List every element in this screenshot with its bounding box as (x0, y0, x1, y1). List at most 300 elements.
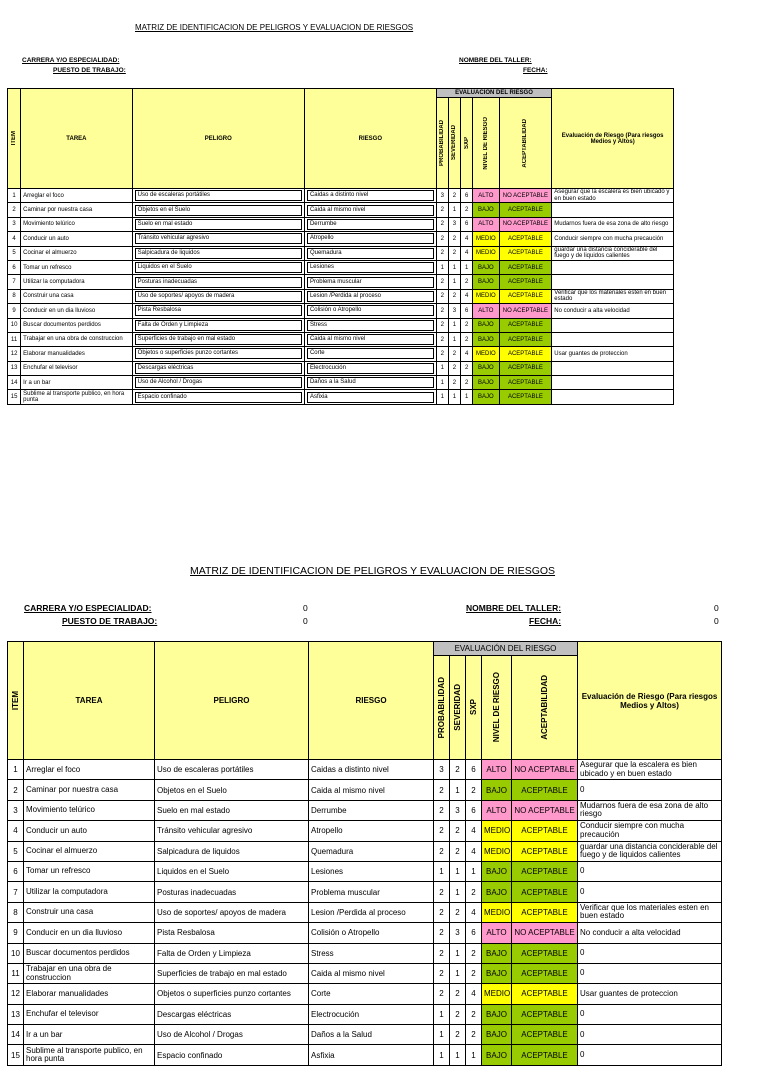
col-peligro-header-2: PELIGRO (155, 642, 309, 760)
cell-tarea: Movimiento telúrico (24, 800, 155, 820)
cell-probabilidad: 2 (436, 289, 448, 303)
cell-nivel: MEDIO (482, 902, 512, 922)
taller-value: 0 (714, 603, 719, 613)
cell-severidad: 2 (450, 1025, 466, 1045)
cell-peligro: Uso de soportes/ apoyos de madera (132, 289, 304, 303)
cell-riesgo: Derrumbe (304, 217, 436, 231)
cell-item: 14 (8, 376, 21, 390)
cell-peligro: Falta de Orden y Limpieza (155, 943, 309, 963)
cell-item: 13 (8, 361, 21, 375)
fecha-value: 0 (714, 616, 719, 626)
table-row (8, 347, 674, 361)
cell-severidad: 1 (450, 1045, 466, 1065)
cell-tarea: Ir a un bar (21, 376, 132, 390)
cell-tarea: Caminar por nuestra casa (24, 780, 155, 800)
cell-severidad: 3 (448, 217, 460, 231)
cell-tarea: Utilizar la computadora (24, 882, 155, 902)
cell-sxp: 4 (461, 246, 473, 260)
col-eval-riesgo-header-2: Evaluación de Riesgo (Para riesgos Medios y Altos) (578, 642, 722, 760)
cell-item: 8 (8, 902, 24, 922)
cell-eval-riesgo: 0 (578, 1025, 722, 1045)
cell-severidad: 1 (448, 390, 460, 404)
cell-item: 7 (8, 882, 24, 902)
cell-severidad: 2 (450, 760, 466, 780)
cell-item: 2 (8, 780, 24, 800)
cell-item: 1 (8, 760, 24, 780)
cell-probabilidad: 2 (434, 821, 450, 841)
cell-tarea: Conducir un auto (24, 821, 155, 841)
puesto-value: 0 (303, 616, 308, 626)
cell-aceptabilidad: ACEPTABLE (512, 1025, 578, 1045)
cell-nivel: BAJO (482, 1025, 512, 1045)
cell-aceptabilidad: ACEPTABLE (499, 361, 552, 375)
cell-tarea: Buscar documentos perdidos (24, 943, 155, 963)
cell-tarea: Enchufar el televisor (21, 361, 132, 375)
cell-aceptabilidad: ACEPTABLE (499, 260, 552, 274)
cell-aceptabilidad: ACEPTABLE (512, 1045, 578, 1065)
cell-riesgo: Asfixia (304, 390, 436, 404)
cell-severidad: 2 (448, 347, 460, 361)
cell-sxp: 2 (466, 963, 482, 983)
col-probabilidad-header-2: PROBABILIDAD (434, 656, 450, 760)
cell-eval-riesgo: Mudarnos fuera de esa zona de alto riesgo (578, 800, 722, 820)
cell-item: 14 (8, 1025, 24, 1045)
cell-severidad: 2 (450, 841, 466, 861)
cell-peligro: Objetos en el Suelo (155, 780, 309, 800)
cell-peligro: Objetos en el Suelo (132, 203, 304, 217)
cell-tarea: Tomar un refresco (24, 861, 155, 881)
cell-probabilidad: 2 (436, 304, 448, 318)
cell-aceptabilidad: ACEPTABLE (512, 821, 578, 841)
cell-eval-riesgo: guardar una distancia conciderable del fuego y de liquidos calientes (578, 841, 722, 861)
cell-riesgo: Caida al mismo nivel (304, 203, 436, 217)
cell-aceptabilidad: ACEPTABLE (499, 390, 552, 404)
table-row (8, 1004, 722, 1024)
cell-eval-riesgo (552, 203, 674, 217)
cell-nivel: BAJO (482, 861, 512, 881)
cell-severidad: 2 (448, 376, 460, 390)
cell-sxp: 4 (466, 841, 482, 861)
col-item-header-2: ITEM (8, 642, 24, 760)
cell-aceptabilidad: ACEPTABLE (512, 902, 578, 922)
cell-tarea: Enchufar el televisor (24, 1004, 155, 1024)
table-row (8, 203, 674, 217)
cell-riesgo: Stress (309, 943, 434, 963)
cell-riesgo: Daños a la Salud (304, 376, 436, 390)
cell-severidad: 1 (448, 275, 460, 289)
col-tarea-header-2: TAREA (24, 642, 155, 760)
cell-aceptabilidad: ACEPTABLE (512, 943, 578, 963)
cell-riesgo: Electrocución (309, 1004, 434, 1024)
cell-peligro: Suelo en mal estado (132, 217, 304, 231)
col-nivel-header: NIVEL DE RIESGO (473, 98, 499, 189)
cell-eval-riesgo: 0 (578, 963, 722, 983)
cell-riesgo: Caidas a distinto nivel (304, 189, 436, 203)
cell-severidad: 3 (450, 800, 466, 820)
cell-severidad: 1 (448, 260, 460, 274)
col-riesgo-header: RIESGO (304, 89, 436, 189)
col-probabilidad-header: PROBABILIDAD (436, 98, 448, 189)
cell-eval-riesgo: 0 (578, 1004, 722, 1024)
table-row (8, 376, 674, 390)
col-tarea-header: TAREA (21, 89, 132, 189)
cell-nivel: MEDIO (473, 289, 499, 303)
cell-eval-riesgo: Asegurar que la escalera es bien ubicado y en buen estado (578, 760, 722, 780)
cell-severidad: 1 (448, 318, 460, 332)
cell-riesgo: Caida al mismo nivel (309, 963, 434, 983)
cell-item: 5 (8, 841, 24, 861)
cell-riesgo: Caida al mismo nivel (309, 780, 434, 800)
cell-probabilidad: 1 (434, 861, 450, 881)
col-peligro-header: PELIGRO (132, 89, 304, 189)
cell-nivel: BAJO (473, 318, 499, 332)
cell-probabilidad: 3 (436, 189, 448, 203)
cell-riesgo: Corte (304, 347, 436, 361)
cell-riesgo: Derrumbe (309, 800, 434, 820)
cell-tarea: Buscar documentos perdidos (21, 318, 132, 332)
cell-tarea: Cocinar el almuerzo (24, 841, 155, 861)
col-riesgo-header-2: RIESGO (309, 642, 434, 760)
cell-probabilidad: 2 (434, 780, 450, 800)
cell-probabilidad: 2 (436, 217, 448, 231)
cell-sxp: 4 (466, 821, 482, 841)
cell-probabilidad: 2 (436, 246, 448, 260)
cell-sxp: 1 (466, 861, 482, 881)
table-row (8, 841, 722, 861)
cell-nivel: MEDIO (473, 347, 499, 361)
cell-riesgo: Quemadura (309, 841, 434, 861)
cell-nivel: BAJO (482, 963, 512, 983)
cell-tarea: Cocinar el almuerzo (21, 246, 132, 260)
cell-nivel: ALTO (473, 189, 499, 203)
col-severidad-header: SEVERIDAD (448, 98, 460, 189)
cell-severidad: 1 (450, 882, 466, 902)
cell-tarea: Movimiento telúrico (21, 217, 132, 231)
table-row (8, 800, 722, 820)
cell-riesgo: Electrocución (304, 361, 436, 375)
cell-item: 7 (8, 275, 21, 289)
risk-matrix-table (7, 88, 674, 405)
cell-riesgo: Quemadura (304, 246, 436, 260)
cell-eval-riesgo: Asegurar que la escalera es bien ubicado y en buen estado (552, 189, 674, 203)
cell-tarea: Elaborar manualidades (21, 347, 132, 361)
col-sxp-header: SXP (461, 98, 473, 189)
cell-eval-riesgo: Usar guantes de proteccion (552, 347, 674, 361)
table-row (8, 1045, 722, 1065)
cell-nivel: ALTO (482, 800, 512, 820)
cell-tarea: Caminar por nuestra casa (21, 203, 132, 217)
cell-eval-riesgo: Mudarnos fuera de esa zona de alto riesgo (552, 217, 674, 231)
cell-aceptabilidad: ACEPTABLE (499, 203, 552, 217)
table-row (8, 289, 674, 303)
col-item-header: ITEM (8, 89, 21, 189)
cell-tarea: Arreglar el foco (21, 189, 132, 203)
taller-label-2: NOMBRE DEL TALLER: (466, 603, 562, 613)
cell-item: 15 (8, 1045, 24, 1065)
cell-aceptabilidad: ACEPTABLE (512, 861, 578, 881)
cell-sxp: 2 (466, 943, 482, 963)
cell-eval-riesgo (552, 376, 674, 390)
cell-aceptabilidad: ACEPTABLE (499, 275, 552, 289)
cell-eval-riesgo: 0 (578, 861, 722, 881)
table-row (8, 361, 674, 375)
cell-item: 3 (8, 800, 24, 820)
cell-peligro: Espacio confinado (155, 1045, 309, 1065)
cell-sxp: 6 (466, 760, 482, 780)
table-row (8, 304, 674, 318)
table-row (8, 984, 722, 1004)
cell-peligro: Uso de Alcohol / Drogas (132, 376, 304, 390)
cell-tarea: Conducir en un dia lluvioso (21, 304, 132, 318)
cell-item: 11 (8, 963, 24, 983)
cell-peligro: Descargas eléctricas (132, 361, 304, 375)
cell-nivel: BAJO (482, 780, 512, 800)
cell-sxp: 2 (466, 882, 482, 902)
cell-peligro: Tránsito vehicular agresivo (155, 821, 309, 841)
cell-sxp: 2 (461, 376, 473, 390)
cell-peligro: Salpicadura de liquidos (132, 246, 304, 260)
cell-severidad: 2 (450, 1004, 466, 1024)
cell-sxp: 2 (461, 275, 473, 289)
cell-severidad: 2 (448, 289, 460, 303)
cell-riesgo: Lesiones (304, 260, 436, 274)
cell-riesgo: Atropello (309, 821, 434, 841)
table-row (8, 923, 722, 943)
cell-probabilidad: 1 (434, 1045, 450, 1065)
cell-aceptabilidad: ACEPTABLE (499, 318, 552, 332)
cell-probabilidad: 2 (434, 984, 450, 1004)
cell-nivel: BAJO (473, 390, 499, 404)
col-aceptabilidad-header: ACEPTABILIDAD (499, 98, 552, 189)
cell-severidad: 1 (450, 780, 466, 800)
cell-aceptabilidad: NO ACEPTABLE (499, 189, 552, 203)
cell-severidad: 3 (450, 923, 466, 943)
cell-item: 10 (8, 943, 24, 963)
cell-sxp: 4 (466, 902, 482, 922)
cell-probabilidad: 2 (436, 203, 448, 217)
puesto-label-2: PUESTO DE TRABAJO: (62, 616, 158, 626)
cell-tarea: Elaborar manualidades (24, 984, 155, 1004)
cell-eval-riesgo (552, 332, 674, 346)
cell-sxp: 6 (461, 189, 473, 203)
cell-nivel: BAJO (473, 203, 499, 217)
cell-eval-riesgo: No conducir a alta velocidad (552, 304, 674, 318)
cell-severidad: 1 (450, 963, 466, 983)
cell-peligro: Falta de Orden y Limpieza (132, 318, 304, 332)
table-row (8, 821, 722, 841)
cell-peligro: Liquidos en el Suelo (132, 260, 304, 274)
cell-riesgo: Stress (304, 318, 436, 332)
evaluacion-header-2: EVALUACIÓN DEL RIESGO (434, 642, 578, 656)
cell-severidad: 2 (448, 232, 460, 246)
cell-peligro: Pista Resbalosa (132, 304, 304, 318)
page-title-2: MATRIZ DE IDENTIFICACION DE PELIGROS Y EVALUACION DE RIESGOS (190, 565, 556, 577)
cell-item: 12 (8, 347, 21, 361)
table-row (8, 246, 674, 260)
cell-aceptabilidad: ACEPTABLE (499, 376, 552, 390)
cell-riesgo: Caida al mismo nivel (304, 332, 436, 346)
evaluacion-header: EVALUACIÓN DEL RIESGO (436, 89, 552, 98)
cell-sxp: 4 (466, 984, 482, 1004)
cell-tarea: Utilizar la computadora (21, 275, 132, 289)
cell-item: 8 (8, 289, 21, 303)
cell-eval-riesgo (552, 361, 674, 375)
cell-riesgo: Caidas a distinto nivel (309, 760, 434, 780)
cell-peligro: Liquidos en el Suelo (155, 861, 309, 881)
cell-peligro: Uso de escaleras portátiles (155, 760, 309, 780)
risk-matrix-table-2 (7, 641, 722, 1066)
table-row (8, 963, 722, 983)
cell-sxp: 1 (461, 260, 473, 274)
cell-probabilidad: 1 (436, 361, 448, 375)
cell-sxp: 4 (461, 347, 473, 361)
cell-sxp: 6 (461, 304, 473, 318)
cell-aceptabilidad: ACEPTABLE (512, 780, 578, 800)
cell-eval-riesgo: Conducir siempre con mucha precaución (578, 821, 722, 841)
fecha-label-2: FECHA: (529, 616, 562, 626)
fecha-label: FECHA: (523, 67, 548, 74)
cell-probabilidad: 2 (436, 275, 448, 289)
cell-probabilidad: 2 (434, 841, 450, 861)
cell-item: 9 (8, 304, 21, 318)
cell-peligro: Superficies de trabajo en mal estado (132, 332, 304, 346)
cell-item: 11 (8, 332, 21, 346)
cell-nivel: ALTO (482, 760, 512, 780)
cell-eval-riesgo: 0 (578, 1045, 722, 1065)
cell-nivel: ALTO (473, 217, 499, 231)
cell-probabilidad: 2 (436, 332, 448, 346)
cell-aceptabilidad: ACEPTABLE (512, 984, 578, 1004)
cell-item: 3 (8, 217, 21, 231)
cell-eval-riesgo (552, 275, 674, 289)
cell-riesgo: Lesiones (309, 861, 434, 881)
cell-riesgo: Lesion /Perdida al proceso (309, 902, 434, 922)
cell-probabilidad: 3 (434, 760, 450, 780)
cell-probabilidad: 2 (434, 882, 450, 902)
cell-nivel: BAJO (473, 376, 499, 390)
cell-peligro: Espacio confinado (132, 390, 304, 404)
cell-nivel: MEDIO (473, 232, 499, 246)
cell-aceptabilidad: ACEPTABLE (499, 232, 552, 246)
cell-aceptabilidad: ACEPTABLE (499, 347, 552, 361)
col-severidad-header-2: SEVERIDAD (450, 656, 466, 760)
cell-item: 12 (8, 984, 24, 1004)
cell-item: 1 (8, 189, 21, 203)
cell-nivel: BAJO (482, 1004, 512, 1024)
table-row (8, 332, 674, 346)
cell-riesgo: Colisión o Atropello (309, 923, 434, 943)
taller-label: NOMBRE DEL TALLER: (459, 57, 532, 64)
cell-riesgo: Daños a la Salud (309, 1025, 434, 1045)
cell-nivel: MEDIO (482, 821, 512, 841)
cell-eval-riesgo: Verificar que los materiales esten en buen estado (552, 289, 674, 303)
cell-tarea: Sublime al transporte publico, en hora punta (21, 390, 132, 404)
cell-severidad: 2 (448, 189, 460, 203)
cell-peligro: Objetos o superficies punzo cortantes (132, 347, 304, 361)
cell-nivel: BAJO (473, 260, 499, 274)
table-row (8, 882, 722, 902)
cell-tarea: Arreglar el foco (24, 760, 155, 780)
cell-eval-riesgo: 0 (578, 882, 722, 902)
cell-nivel: MEDIO (473, 246, 499, 260)
cell-nivel: BAJO (473, 361, 499, 375)
col-nivel-header-2: NIVEL DE RIESGO (482, 656, 512, 760)
cell-probabilidad: 1 (436, 376, 448, 390)
cell-aceptabilidad: NO ACEPTABLE (499, 217, 552, 231)
cell-probabilidad: 2 (434, 923, 450, 943)
cell-tarea: Conducir en un dia lluvioso (24, 923, 155, 943)
cell-nivel: ALTO (473, 304, 499, 318)
cell-aceptabilidad: ACEPTABLE (499, 246, 552, 260)
cell-probabilidad: 2 (436, 318, 448, 332)
cell-severidad: 1 (450, 861, 466, 881)
cell-probabilidad: 2 (436, 232, 448, 246)
cell-severidad: 2 (448, 361, 460, 375)
cell-severidad: 2 (450, 902, 466, 922)
cell-item: 6 (8, 260, 21, 274)
cell-riesgo: Atropello (304, 232, 436, 246)
carrera-value: 0 (303, 603, 308, 613)
cell-tarea: Sublime al transporte publico, en hora punta (24, 1045, 155, 1065)
cell-riesgo: Asfixia (309, 1045, 434, 1065)
cell-riesgo: Lesion /Perdida al proceso (304, 289, 436, 303)
cell-eval-riesgo: guardar una distancia conciderable del fuego y de liquidos calientes (552, 246, 674, 260)
col-aceptabilidad-header-2: ACEPTABILIDAD (512, 656, 578, 760)
cell-peligro: Objetos o superficies punzo cortantes (155, 984, 309, 1004)
cell-aceptabilidad: ACEPTABLE (499, 289, 552, 303)
cell-peligro: Posturas inadecuadas (132, 275, 304, 289)
cell-peligro: Posturas inadecuadas (155, 882, 309, 902)
cell-peligro: Pista Resbalosa (155, 923, 309, 943)
cell-tarea: Trabajar en una obra de construccion (21, 332, 132, 346)
table-row (8, 189, 674, 203)
cell-severidad: 1 (450, 943, 466, 963)
cell-eval-riesgo: 0 (578, 780, 722, 800)
cell-sxp: 1 (461, 390, 473, 404)
cell-eval-riesgo: No conducir a alta velocidad (578, 923, 722, 943)
cell-nivel: BAJO (482, 882, 512, 902)
table-row (8, 390, 674, 404)
cell-nivel: BAJO (473, 275, 499, 289)
cell-nivel: BAJO (482, 943, 512, 963)
table-row (8, 318, 674, 332)
cell-item: 2 (8, 203, 21, 217)
puesto-label: PUESTO DE TRABAJO: (53, 67, 126, 74)
cell-aceptabilidad: NO ACEPTABLE (512, 923, 578, 943)
cell-sxp: 2 (466, 1004, 482, 1024)
table-row (8, 260, 674, 274)
table-row (8, 943, 722, 963)
table-row (8, 861, 722, 881)
cell-item: 4 (8, 232, 21, 246)
cell-riesgo: Problema muscular (304, 275, 436, 289)
cell-riesgo: Problema muscular (309, 882, 434, 902)
cell-item: 15 (8, 390, 21, 404)
cell-probabilidad: 2 (436, 347, 448, 361)
cell-nivel: BAJO (473, 332, 499, 346)
cell-item: 6 (8, 861, 24, 881)
cell-peligro: Uso de soportes/ apoyos de madera (155, 902, 309, 922)
table-row (8, 1025, 722, 1045)
cell-eval-riesgo (552, 390, 674, 404)
cell-peligro: Superficies de trabajo en mal estado (155, 963, 309, 983)
cell-nivel: ALTO (482, 923, 512, 943)
cell-probabilidad: 2 (434, 943, 450, 963)
table-row (8, 232, 674, 246)
cell-severidad: 1 (448, 332, 460, 346)
page-title: MATRIZ DE IDENTIFICACION DE PELIGROS Y EVALUACION DE RIESGOS (135, 23, 414, 32)
table-row (8, 760, 722, 780)
